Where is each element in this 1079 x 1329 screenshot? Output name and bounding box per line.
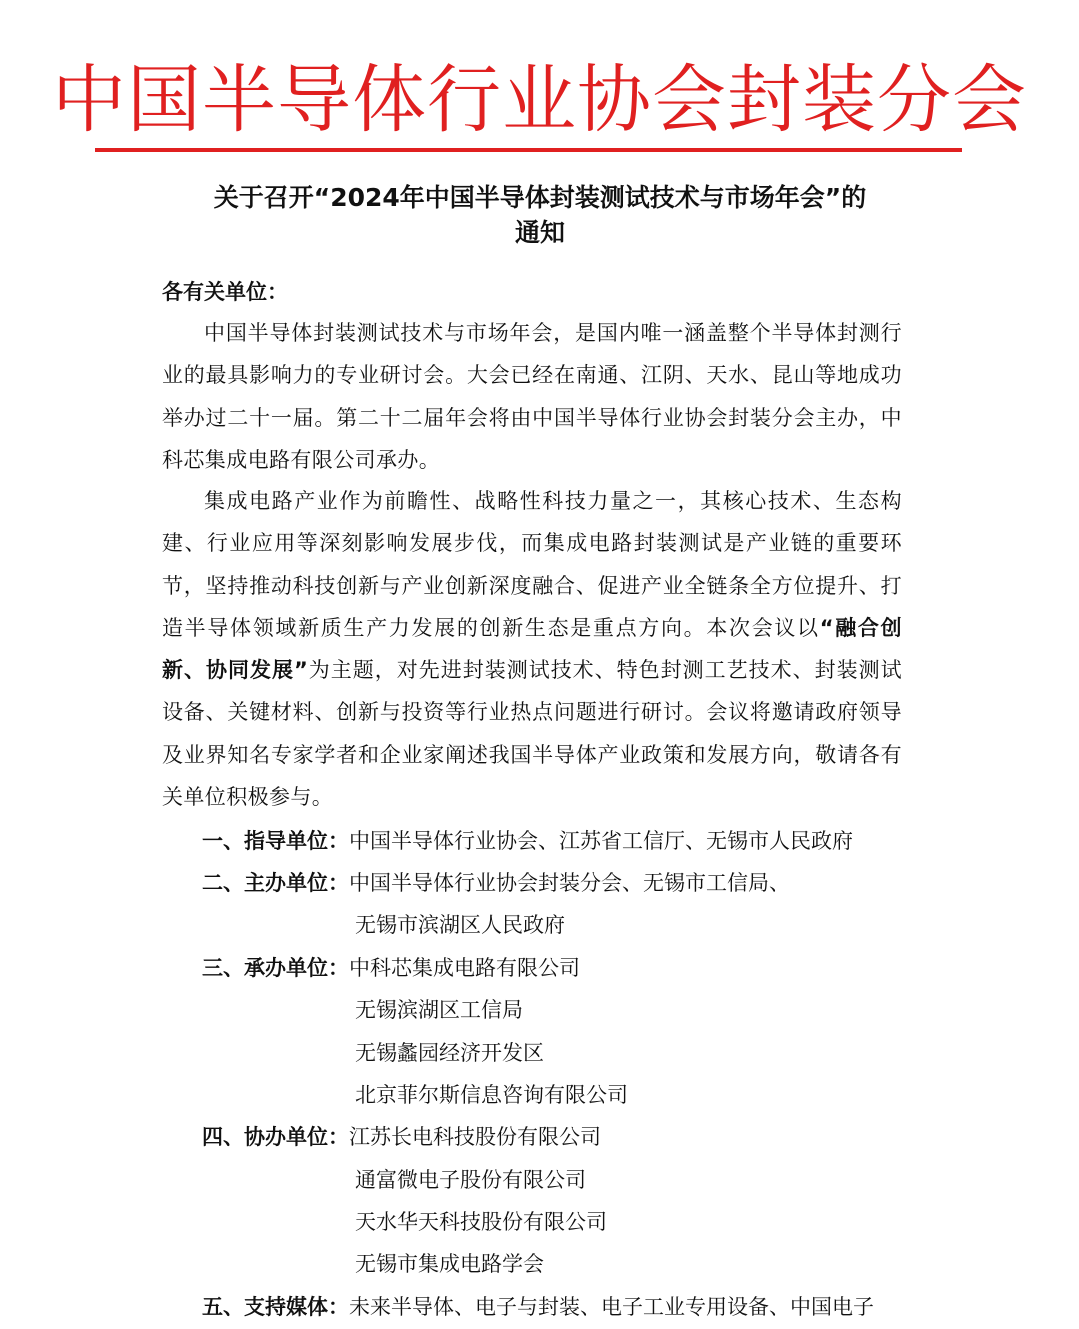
section-host-value-2: 无锡市滨湖区人民政府 (355, 913, 565, 937)
section-co-organizer (202, 1121, 601, 1153)
paragraph-theme (162, 480, 902, 818)
organizer-item: 无锡蠡园经济开发区 (355, 1041, 544, 1065)
salutation: 各有关单位： (162, 280, 288, 304)
notice-title-line-1: 关于召开“2024年中国半导体封装测试技术与市场年会”的 (213, 183, 867, 212)
conference-theme: “融合创新、协同发展” (162, 615, 902, 683)
notice-title-line-2: 通知 (514, 218, 565, 247)
organization-letterhead: 中国半导体行业协会封装分会 (52, 57, 1027, 143)
section-organizer-label: 三、承办单位： (202, 956, 349, 980)
section-guide-label: 一、指导单位： (202, 829, 349, 853)
paragraph-theme-after: 为主题，对先进封装测试技术、特色封测工艺技术、封装测试设备、关键材料、创新与投资等行业热点问题进行研讨。会议将邀请政府领导及业界知名专家学者和企业家阐述我国半导体产业政策和发展方向，敬请各有关单位积极参与。 (162, 658, 902, 810)
co-organizer-item: 江苏长电科技股份有限公司 (349, 1125, 601, 1149)
section-guide-value: 中国半导体行业协会、江苏省工信厅、无锡市人民政府 (349, 829, 853, 853)
organizer-item: 北京菲尔斯信息咨询有限公司 (355, 1083, 628, 1107)
paragraph-intro: 中国半导体封装测试技术与市场年会，是国内唯一涵盖整个半导体封测行业的最具影响力的专业研讨会。大会已经在南通、江阴、天水、昆山等地成功举办过二十一届。第二十二届年会将由中国半导体行业协会封装分会主办，中科芯集成电路有限公司承办。 (162, 321, 902, 472)
paragraph-theme-before: 集成电路产业作为前瞻性、战略性科技力量之一，其核心技术、生态构建、行业应用等深刻影响发展步伐，而集成电路封装测试是产业链的重要环节，坚持推动科技创新与产业创新深度融合、促进产业全链条全方位提升、打造半导体领域新质生产力发展的创新生态是重点方向。本次会议以 (162, 489, 902, 640)
section-host (202, 867, 790, 899)
section-media-value: 未来半导体、电子与封装、电子工业专用设备、中国电子 (349, 1295, 874, 1319)
section-organizer (202, 952, 580, 984)
section-media-label: 五、支持媒体： (202, 1295, 349, 1319)
co-organizer-item: 天水华天科技股份有限公司 (355, 1210, 607, 1234)
section-host-label: 二、主办单位： (202, 871, 349, 895)
section-co-organizer-label: 四、协办单位： (202, 1125, 349, 1149)
organizer-item: 无锡滨湖区工信局 (355, 998, 523, 1022)
letterhead-red-rule (95, 148, 962, 152)
section-host-value-1: 中国半导体行业协会封装分会、无锡市工信局、 (349, 871, 790, 895)
section-media (202, 1291, 874, 1323)
organizer-item: 中科芯集成电路有限公司 (349, 956, 580, 980)
co-organizer-item: 无锡市集成电路学会 (355, 1252, 544, 1276)
co-organizer-item: 通富微电子股份有限公司 (355, 1168, 586, 1192)
section-guide (202, 825, 853, 857)
